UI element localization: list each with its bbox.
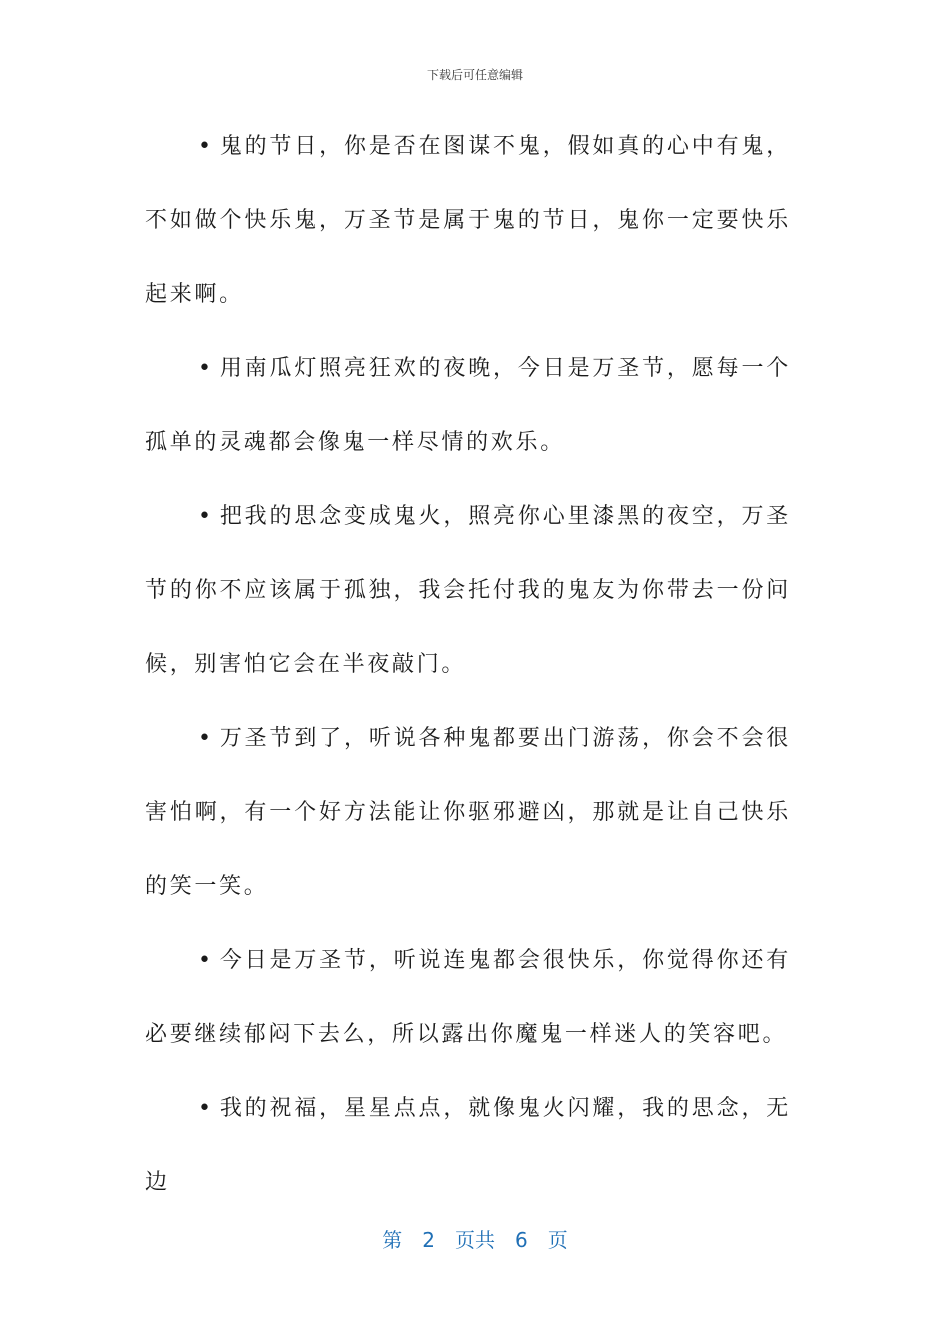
bullet: • <box>198 726 214 751</box>
paragraph-text: 鬼的节日，你是否在图谋不鬼，假如真的心中有鬼，不如做个快乐鬼，万圣节是属于鬼的节日，鬼你一定要快乐起来啊。 <box>145 134 791 307</box>
bullet: • <box>198 1096 214 1121</box>
footer-di: 第 <box>382 1228 403 1252</box>
footer-page-number: 2 <box>422 1228 435 1252</box>
paragraph-text: 万圣节到了，听说各种鬼都要出门游荡，你会不会很害怕啊，有一个好方法能让你驱邪避凶，那就是让自己快乐的笑一笑。 <box>145 726 791 899</box>
paragraph-6 <box>145 1072 791 1220</box>
page-header: 下载后可任意编辑 <box>426 68 523 82</box>
footer-total-pages: 6 <box>515 1228 528 1252</box>
bullet: • <box>198 504 214 529</box>
footer-ye: 页 <box>547 1228 568 1252</box>
page-footer <box>0 1224 950 1253</box>
paragraph-3 <box>145 480 791 702</box>
paragraph-text: 我的祝福，星星点点，就像鬼火闪耀，我的思念，无边 <box>145 1096 791 1195</box>
bullet: • <box>198 356 214 381</box>
paragraph-2 <box>145 332 791 480</box>
paragraph-5 <box>145 924 791 1072</box>
paragraph-text: 把我的思念变成鬼火，照亮你心里漆黑的夜空，万圣节的你不应该属于孤独，我会托付我的鬼友为你带去一份问候，别害怕它会在半夜敲门。 <box>145 504 791 677</box>
paragraph-4 <box>145 702 791 924</box>
paragraph-text: 用南瓜灯照亮狂欢的夜晚，今日是万圣节，愿每一个孤单的灵魂都会像鬼一样尽情的欢乐。 <box>145 356 791 455</box>
document-body <box>145 110 791 1220</box>
paragraph-text: 今日是万圣节，听说连鬼都会很快乐，你觉得你还有必要继续郁闷下去么，所以露出你魔鬼一样迷人的笑容吧。 <box>145 948 791 1047</box>
bullet: • <box>198 948 214 973</box>
paragraph-1 <box>145 110 791 332</box>
footer-ye-gong: 页共 <box>455 1228 495 1252</box>
bullet: • <box>198 134 214 159</box>
